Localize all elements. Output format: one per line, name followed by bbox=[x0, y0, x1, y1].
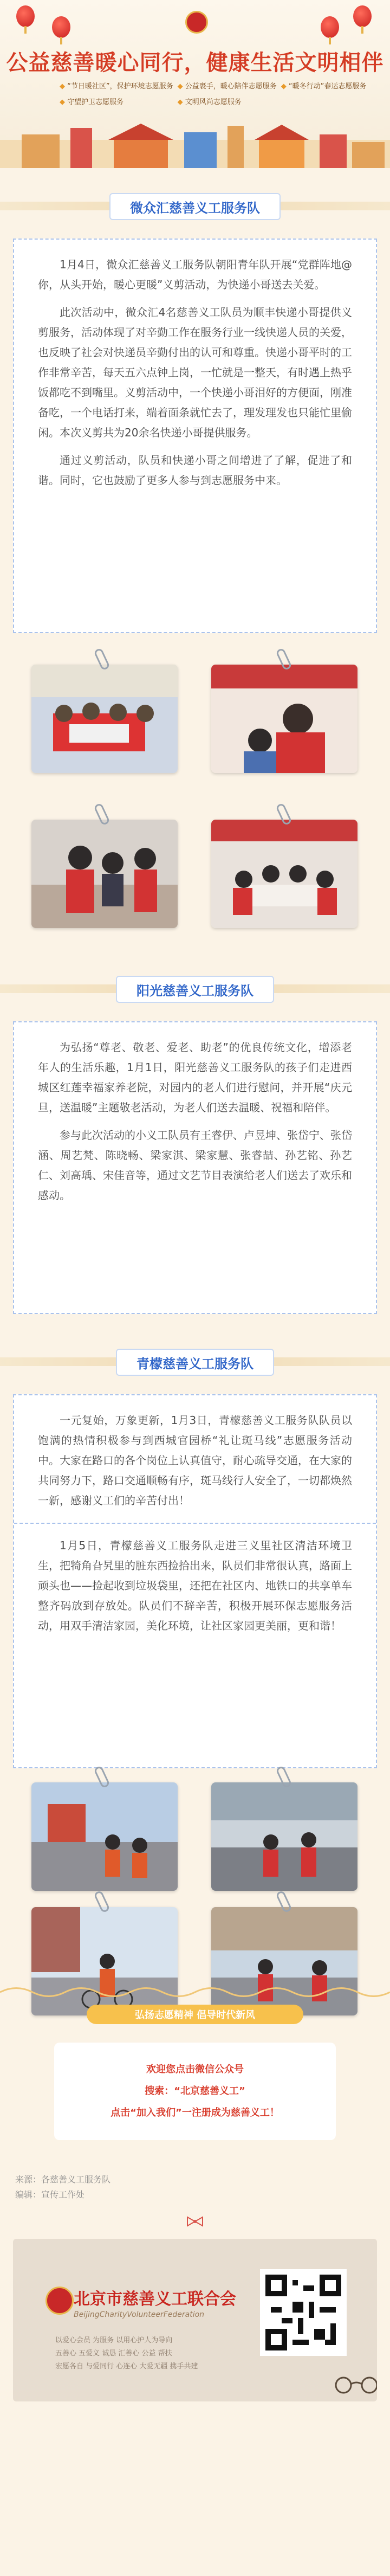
banner-title: 公益慈善暖心同行，健康生活文明相伴 bbox=[6, 50, 384, 75]
activity-category: ◆ 守望护卫志愿服务 bbox=[60, 96, 173, 106]
source-text: 来源：各慈善义工服务队 bbox=[15, 2174, 111, 2185]
header-banner bbox=[0, 0, 390, 168]
paragraph: 1月5日，青檬慈善义工服务队走进三义里社区清洁环境卫生，把犄角旮旯里的脏东西捡拾出来，队员们非常很认真，路面上顽头也——捡起收到垃圾袋里，还把在社区内、地铁口的共享单车整齐码放到存放处。队员们不辞辛苦，积极开展环保志愿服务活动，用双手清洁家园，美化环境，让社区家园更美丽，更和谐！ bbox=[38, 1539, 352, 1632]
section-title: 青檬慈善义工服务队 bbox=[136, 1356, 253, 1371]
follow-call-to-action bbox=[54, 2043, 336, 2140]
cta-line: 搜索：“北京慈善义工” bbox=[145, 2085, 245, 2097]
section-title: 微众汇慈善义工服务队 bbox=[130, 200, 260, 216]
paragraph: 参与此次活动的小义工队员有王睿伊、卢昱坤、张岱宁、张岱涵、周艺梵、陈晓畅、梁家淇、梁家慧、张睿喆、孙艺铭、孙艺仁、刘高瑀、宋佳音等，通过文艺节目表演给老人们送去了欢乐和感动。 bbox=[38, 1129, 352, 1202]
paragraph: 一元复始，万象更新，1月3日，青檬慈善义工服务队队员以饱满的热情积极参与到西城官园桥“礼让斑马线”志愿服务活动中。大家在路口的各个岗位上认真值守，耐心疏导交通，在大家的共同努力下，路口交通顺畅有序，斑马线行人安全了，一切都焕然一新，感谢义工们的辛苦付出！ bbox=[38, 1414, 352, 1507]
cta-line: 点击“加入我们”一注册成为慈善义工！ bbox=[110, 2107, 280, 2118]
section-text-box bbox=[13, 1021, 377, 1314]
qr-code[interactable] bbox=[260, 2269, 347, 2356]
card-text: 以爱心会员 为服务 以用心护人为导向 bbox=[55, 2336, 173, 2345]
slogan-banner bbox=[87, 2005, 303, 2024]
slogan-text: 弘扬志愿精神 倡导时代新风 bbox=[134, 2010, 256, 2021]
activity-photo bbox=[211, 665, 358, 773]
section-title: 阳光慈善义工服务队 bbox=[136, 983, 253, 999]
activity-photo bbox=[211, 1782, 358, 1891]
organization-card bbox=[13, 2239, 377, 2401]
activity-category: ◆ 公益裹手，暖心陪伴志愿服务 bbox=[178, 80, 277, 91]
paragraph: 通过义剪活动，队员和快递小哥之间增进了了解，促进了和谐。同时，它也鼓励了更多人参与到志愿服务中来。 bbox=[38, 454, 352, 487]
section-heading-weizhonghui bbox=[0, 190, 390, 222]
lantern-icon bbox=[16, 5, 35, 27]
cta-line: 欢迎您点击微信公众号 bbox=[146, 2064, 244, 2075]
paragraph: 此次活动中，微众汇4名慈善义工队员为顺丰快递小哥提供义剪服务，活动体现了对辛勤工作在服务行业一线快递人员的关爱，也反映了社会对快递员辛勤付出的认可和尊重。快递小哥平时的工作非常辛苦，每天五六点钟上岗，一忙就是一整天，有时遇上热乎饭都吃不到嘴里。义剪活动中，一个快递小哥泪好的方便面，刚准备吃，一个电话打来，端着面条就忙去了，理发理发也只能忙里偷闲。本次义剪共为20余名快递小哥提供服务。 bbox=[38, 306, 352, 439]
city-skyline-illustration bbox=[0, 118, 390, 168]
card-text: 五善心 五爱义 诚恳 汇善心 公益 帮扶 bbox=[55, 2349, 172, 2358]
activity-category-list bbox=[60, 80, 367, 106]
bow-decoration-icon bbox=[186, 2216, 204, 2227]
lantern-icon bbox=[353, 5, 372, 27]
activity-photo bbox=[211, 820, 358, 928]
wave-divider bbox=[0, 1984, 390, 2000]
organization-name: 北京市慈善义工联合会 bbox=[74, 2290, 236, 2309]
lantern-icon bbox=[52, 16, 70, 38]
federation-logo-icon bbox=[46, 2287, 74, 2315]
section-text-box bbox=[13, 1394, 377, 1768]
organization-name-en: BeijingCharityVolunteerFederation bbox=[74, 2310, 205, 2319]
section-heading-qingmeng bbox=[0, 1345, 390, 1378]
activity-category: ◆ “节日暖社区”，保护环境志愿服务 bbox=[60, 80, 173, 91]
activity-photo bbox=[31, 1782, 178, 1891]
divider bbox=[14, 1523, 376, 1524]
lantern-icon bbox=[321, 16, 339, 38]
glasses-decoration-icon bbox=[327, 2373, 377, 2395]
section-heading-yangguang bbox=[0, 973, 390, 1005]
activity-photo bbox=[31, 820, 178, 928]
activity-photo bbox=[31, 665, 178, 773]
activity-category: ◆ 文明风尚志愿服务 bbox=[178, 96, 277, 106]
section-text-box bbox=[13, 239, 377, 633]
federation-logo-icon bbox=[185, 11, 208, 34]
paragraph: 为弘扬“尊老、敬老、爱老、助老”的优良传统文化，增添老年人的生活乐趣，1月1日，阳光慈善义工服务队的孩子们走进西城区红莲幸福家养老院，对园内的老人们进行慰问，并开展“庆元旦，送温暖”主题敬老活动，为老人们送去温暖、祝福和陪伴。 bbox=[38, 1041, 352, 1114]
card-text: 宏愿各自 与爱同行 心连心 大爱无疆 携手共建 bbox=[55, 2362, 198, 2371]
paragraph: 1月4日，微众汇慈善义工服务队朝阳青年队开展“党群阵地@你，从头开始，暖心更暖”义剪活动，为快递小哥送去关爱。 bbox=[38, 258, 352, 291]
activity-category: ◆ “暖冬行动”春运志愿服务 bbox=[281, 80, 367, 91]
editor-text: 编辑：宣传工作处 bbox=[15, 2189, 85, 2200]
